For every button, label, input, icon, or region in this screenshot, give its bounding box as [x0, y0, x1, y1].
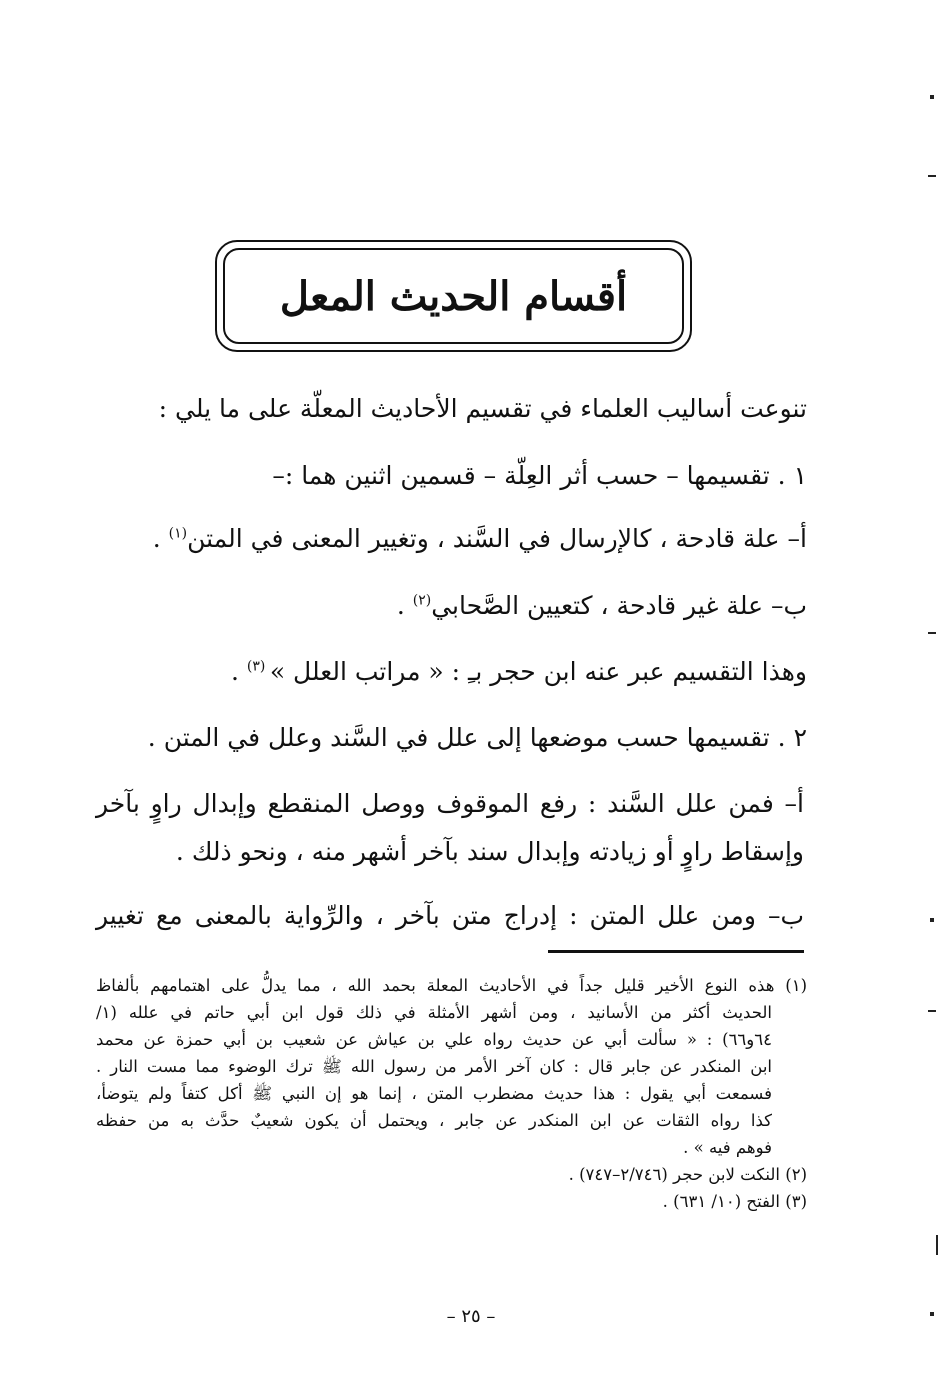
item-1c-text: وهذا التقسيم عبر عنه ابن حجر بـِ : « مراتب العلل » [269, 657, 807, 686]
footnote-2: (٢) النكت لابن حجر (٢/٧٤٦–٧٤٧) . [568, 1165, 807, 1184]
footnote-ref-3: (٣) [246, 658, 270, 675]
footnote-1-line: ابن المنكدر عن جابر قال : كان آخر الأمر من رسول الله ﷺ ترك الوضوء مما مست النار . [96, 1057, 772, 1076]
title-frame-inner [223, 248, 684, 344]
footnote-1-line: فوهم فيه » . [683, 1138, 772, 1157]
item-1: ١ . تقسيمها – حسب أثر العِلّة – قسمين اثنين هما :– [272, 461, 807, 490]
footnote-separator [548, 950, 804, 953]
item-1a-end: . [152, 524, 169, 553]
item-2: ٢ . تقسيمها حسب موضعها إلى علل في السَّند وعلل في المتن . [147, 723, 807, 752]
item-1b [95, 590, 807, 623]
scan-mark [928, 632, 936, 634]
item-2a-line-2: وإسقاط راوٍ أو زيادته وإبدال سند بآخر أشهر منه ، ونحو ذلك . [175, 837, 804, 866]
item-1c [95, 656, 807, 689]
footnote-1-line: ٦٤و٦٦) : « سألت أبي عن حديث رواه علي بن عياش عن شعيب بن أبي حمزة عن محمد [96, 1030, 772, 1049]
scan-mark [930, 95, 934, 99]
item-1b-text: ب– علة غير قادحة ، كتعيين الصَّحابي [431, 591, 807, 620]
footnote-1-line: فسمعت أبي يقول : هذا حديث مضطرب المتن ، إنما هو إن النبي ﷺ أكل كتفاً ولم يتوضأ، [96, 1084, 772, 1103]
footnote-1-line: (١) هذه النوع الأخير قليل جداً في الأحاديث المعلة بحمد الله ، مما يدلُّ على اهتمامهم بألفاظ [96, 976, 807, 995]
page-number: – ٢٥ – [446, 1306, 496, 1327]
item-1a-text: أ– علة قادحة ، كالإرسال في السَّند ، وتغيير المعنى في المتن [187, 524, 807, 553]
footnote-ref-1: (١) [168, 525, 188, 542]
scan-mark [936, 1235, 938, 1255]
chapter-title: أقسام الحديث المعل [279, 272, 628, 320]
scan-mark [928, 175, 936, 177]
footnote-1-line: كذا رواه الثقات عن ابن المنكدر عن جابر ، ويحتمل أن يكون شعيبٌ حدَّث به من حفظه [96, 1111, 772, 1130]
scan-mark [928, 1010, 936, 1012]
scan-mark [930, 1312, 934, 1316]
title-frame [215, 240, 692, 352]
footnote-1-line: الحديث أكثر من الأسانيد ، ومن أشهر الأمثلة في ذلك قول ابن أبي حاتم في علله (١/ [96, 1003, 772, 1022]
item-1a [95, 523, 807, 556]
footnote-ref-2: (٢) [412, 592, 432, 609]
scan-mark [930, 918, 934, 922]
intro-line: تنوعت أساليب العلماء في تقسيم الأحاديث المعلّة على ما يلي : [158, 394, 807, 423]
footnote-3: (٣) الفتح (١٠/ ٦٣١) . [662, 1192, 807, 1211]
item-1b-end: . [396, 591, 413, 620]
item-2b-line-1: ب– ومن علل المتن : إدراج متن بآخر ، والرِّواية بالمعنى مع تغيير [96, 901, 804, 930]
item-1c-end: . [230, 657, 247, 686]
item-2a-line-1: أ– فمن علل السَّند : رفع الموقوف ووصل المنقطع وإبدال راوٍ بآخر [96, 789, 804, 818]
